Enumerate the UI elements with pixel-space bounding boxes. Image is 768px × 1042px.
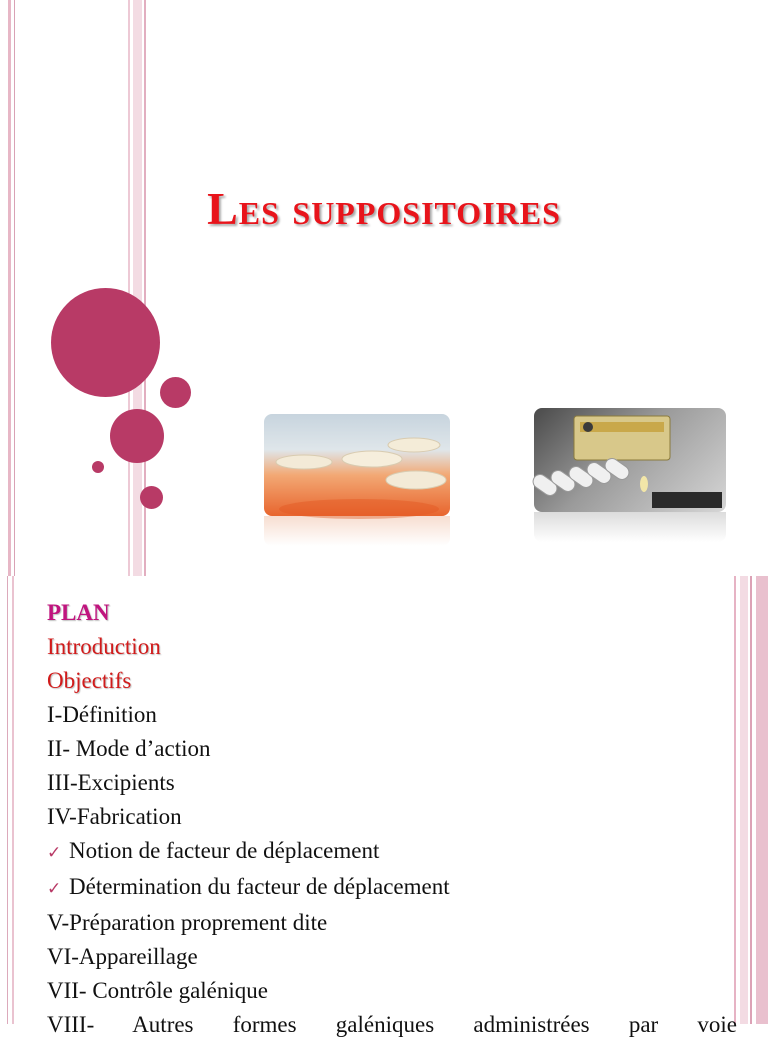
list-item-label: Détermination du facteur de déplacement — [69, 874, 450, 899]
decor-circle — [140, 486, 163, 509]
plan-list — [47, 596, 737, 1042]
photo-reflection — [534, 512, 726, 542]
slide-title: Les suppositoires — [207, 183, 561, 234]
checkmark-icon: ✓ — [47, 843, 62, 862]
list-item: II- Mode d’action — [47, 736, 211, 761]
decor-line — [740, 576, 748, 1024]
decor-line — [128, 0, 130, 576]
decor-circle-large — [51, 288, 160, 397]
list-item: VII- Contrôle galénique — [47, 978, 268, 1003]
decor-line — [133, 0, 142, 576]
decor-circle — [110, 409, 164, 463]
decor-line — [8, 0, 11, 576]
decor-circle-small — [92, 461, 104, 473]
suppository-package-photo-icon — [534, 408, 726, 512]
list-item: V-Préparation proprement dite — [47, 910, 328, 935]
list-item-label: Notion de facteur de déplacement — [69, 838, 380, 863]
photo-reflection — [264, 516, 450, 546]
decor-line — [7, 576, 8, 1024]
plan-heading: PLAN — [47, 600, 110, 625]
list-item: III-Excipients — [47, 770, 175, 795]
list-item: IV-Fabrication — [47, 804, 182, 829]
list-item: VI-Appareillage — [47, 944, 198, 969]
decor-line — [756, 576, 768, 1024]
checkmark-icon: ✓ — [47, 879, 62, 898]
decor-line — [14, 0, 15, 576]
decor-circle — [160, 377, 191, 408]
list-item: VIII- Autres formes galéniques administrées par voie — [47, 1012, 737, 1037]
list-item: Introduction — [47, 634, 161, 659]
plan-slide — [0, 576, 768, 1037]
suppositories-photo-icon — [264, 414, 450, 516]
list-item-checked — [47, 834, 737, 870]
list-item: I-Définition — [47, 702, 157, 727]
decor-line — [12, 576, 14, 1024]
decor-line — [750, 576, 752, 1024]
list-item-checked — [47, 870, 737, 906]
list-item: Objectifs — [47, 668, 132, 693]
